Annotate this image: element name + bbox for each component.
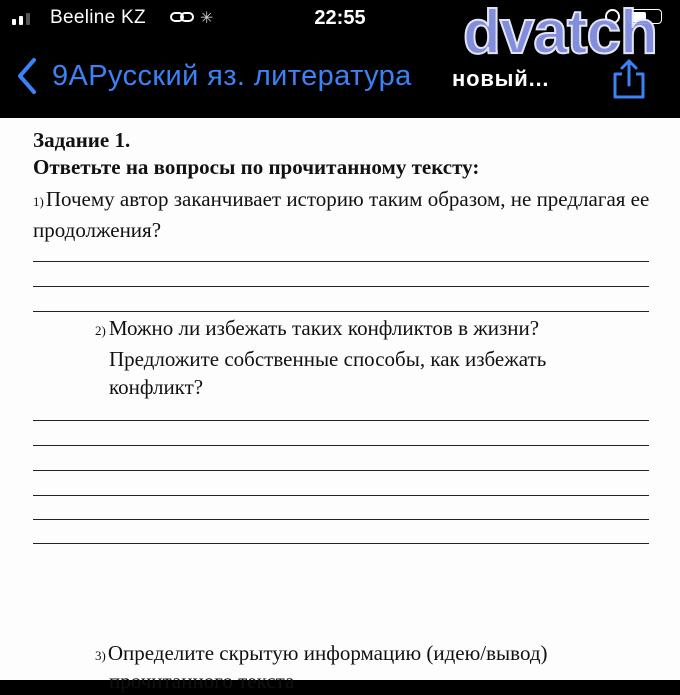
- answer-line: [33, 495, 649, 496]
- answer-line: [33, 543, 649, 544]
- navigation-bar: [0, 40, 680, 118]
- question-text-line-2: Предложите собственные способы, как избежать: [109, 347, 547, 371]
- task-instruction: Ответьте на вопросы по прочитанному тексту:: [33, 155, 480, 179]
- status-time: 22:55: [314, 7, 366, 29]
- share-icon[interactable]: [610, 58, 648, 100]
- document-page[interactable]: [0, 118, 680, 693]
- answer-line: [33, 261, 649, 262]
- answer-line: [33, 470, 649, 471]
- carrier-name: Beeline KZ: [50, 7, 146, 28]
- status-right-icons: [605, 9, 662, 24]
- watermark-logo: dvatch: [463, 0, 657, 67]
- question-number: 2): [95, 323, 106, 338]
- question-number: 1): [33, 194, 44, 209]
- question-number: 3): [95, 648, 106, 663]
- battery-icon: [628, 9, 662, 24]
- answer-line: [33, 286, 649, 287]
- alarm-icon: [605, 9, 620, 24]
- question-text-line-1: Можно ли избежать таких конфликтов в жизни?: [108, 316, 540, 340]
- status-bar: [0, 0, 680, 40]
- chevron-left-icon: [12, 54, 42, 98]
- activity-spinner-icon: ✳: [200, 10, 214, 27]
- answer-line: [33, 445, 649, 446]
- back-button-label: 9АРусский яз. литература: [52, 59, 412, 92]
- page-title: новый...: [452, 66, 550, 91]
- question-text: Определите скрытую информацию (идею/вывод): [107, 641, 548, 665]
- question-text: Почему автор заканчивает историю таким образом, не предлагая ее продолжения?: [33, 187, 650, 242]
- question-3: [95, 639, 655, 670]
- answer-line: [33, 420, 649, 421]
- question-text-line-3: конфликт?: [109, 375, 204, 399]
- question-3-continued: прочитанного текста: [109, 669, 295, 693]
- answer-line: [33, 311, 649, 312]
- question-2: [95, 314, 635, 401]
- task-title: Задание 1.: [33, 128, 131, 152]
- answer-line: [33, 519, 649, 520]
- question-1: [33, 185, 653, 244]
- back-button[interactable]: [12, 54, 412, 98]
